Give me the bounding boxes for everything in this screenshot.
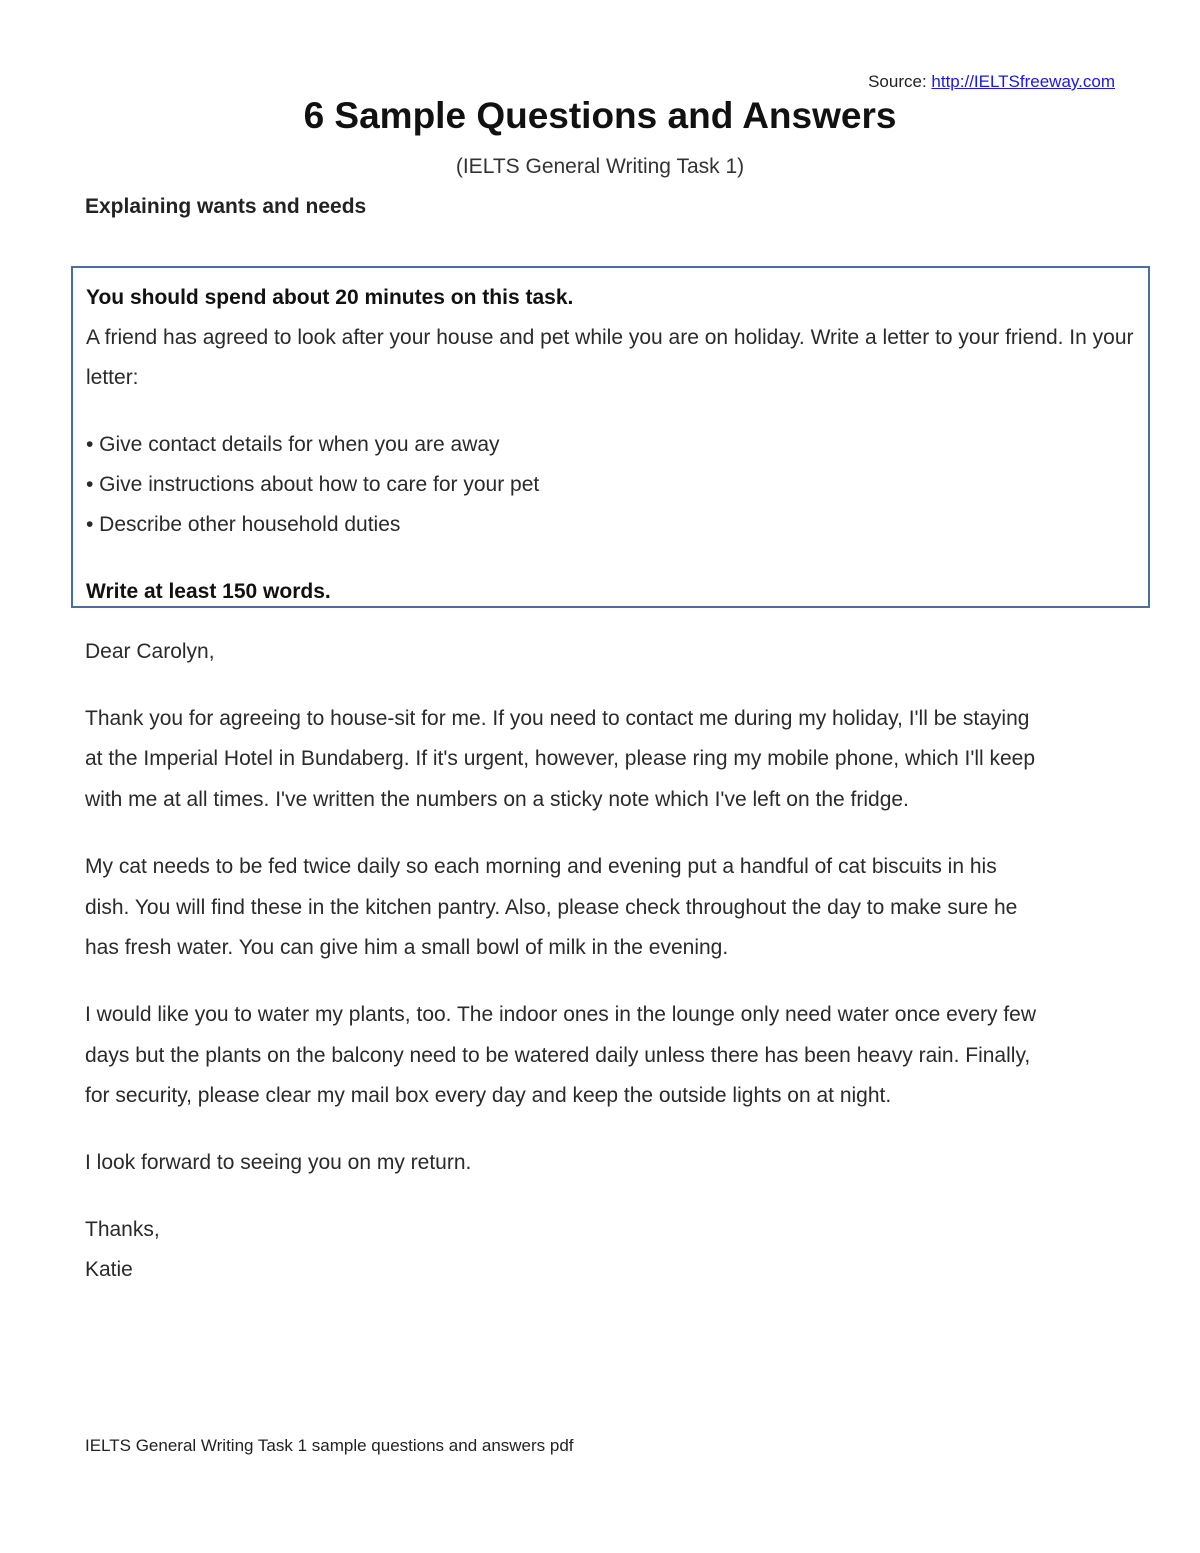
page-footer: IELTS General Writing Task 1 sample questions and answers pdf (85, 1436, 574, 1455)
task-word-count: Write at least 150 words. (86, 580, 331, 603)
task-bullet: • Describe other household duties (86, 513, 401, 536)
page-subtitle: (IELTS General Writing Task 1) (455, 155, 745, 178)
letter-signoff: Thanks, (85, 1217, 160, 1241)
task-prompt: A friend has agreed to look after your house and pet while you are on holiday. Write a letter to your friend. In your letter: (86, 326, 1134, 389)
letter-paragraph: My cat needs to be fed twice daily so each morning and evening put a handful of cat biscuits in his dish. You will find these in the kitchen pantry. Also, please check throughout the day to make sure he has fresh water. You can give him a small bowl of milk in the evening. (85, 854, 1018, 960)
letter-paragraph: I would like you to water my plants, too. The indoor ones in the lounge only need water once every few days but the plants on the balcony need to be watered daily unless there has been heavy rain. Finally, for security, please clear my mail box every day and keep the outside lights on at night. (85, 1002, 1036, 1108)
task-bullet: • Give instructions about how to care for your pet (86, 473, 540, 496)
task-box (71, 266, 1150, 608)
source-line (868, 72, 1115, 92)
sample-letter (85, 632, 1045, 1291)
page-title: 6 Sample Questions and Answers (303, 95, 897, 136)
letter-signature: Katie (85, 1258, 133, 1282)
task-time-instruction: You should spend about 20 minutes on this task. (86, 286, 574, 309)
task-bullet: • Give contact details for when you are away (86, 433, 500, 456)
source-label: Source: (868, 72, 932, 91)
letter-greeting: Dear Carolyn, (85, 640, 215, 663)
task-bullet-list (86, 425, 1134, 545)
source-link[interactable]: http://IELTSfreeway.com (931, 72, 1115, 91)
letter-paragraph: Thank you for agreeing to house-sit for me. If you need to contact me during my holiday, I'll be staying at the Imperial Hotel in Bundaberg. If it's urgent, however, please ring my mobile phone, which I'll keep with me at all times. I've written the numbers on a sticky note which I've left on the fridge. (85, 706, 1036, 812)
letter-paragraph: I look forward to seeing you on my return. (85, 1151, 472, 1175)
section-heading: Explaining wants and needs (85, 195, 367, 218)
